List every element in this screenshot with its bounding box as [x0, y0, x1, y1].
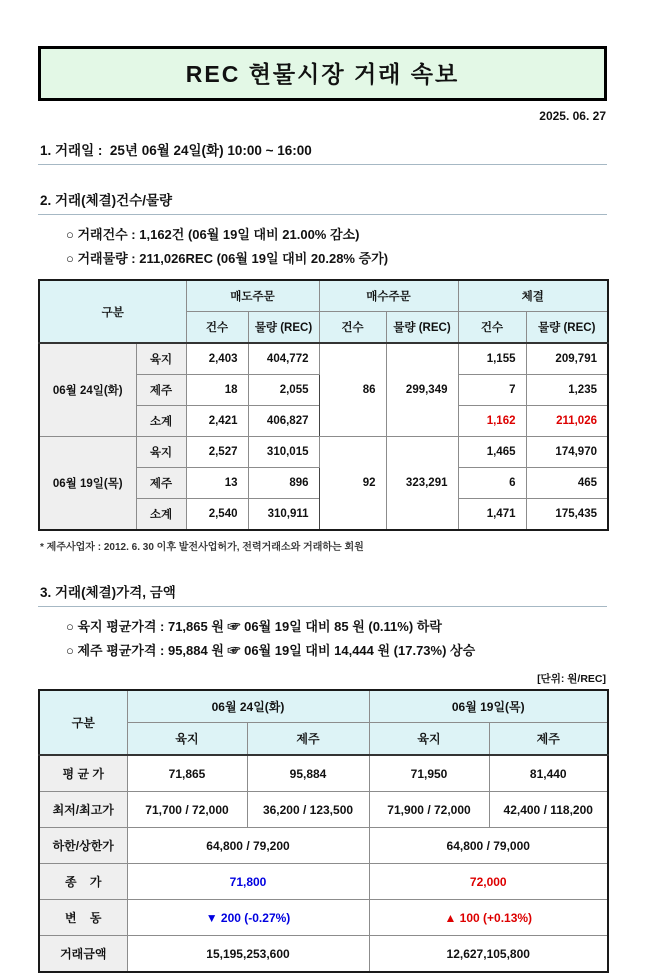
- cell-settle-volume: 465: [526, 468, 608, 499]
- cell-value: 71,865: [127, 755, 247, 792]
- cell-settle-count: 6: [458, 468, 526, 499]
- column-header-date2: 06월 19일(목): [369, 690, 608, 723]
- cell-value: 42,400 / 118,200: [489, 792, 608, 828]
- region-cell: 육지: [136, 437, 186, 468]
- cell-value: 64,800 / 79,000: [369, 828, 608, 864]
- bullet-trade-volume: ○ 거래물량 : 211,026REC (06월 19일 대비 20.28% 증가): [66, 251, 389, 266]
- cell-settle-volume: 209,791: [526, 343, 608, 375]
- cell-sell-volume: 404,772: [248, 343, 319, 375]
- region-cell: 소계: [136, 499, 186, 531]
- cell-settle-count: 1,465: [458, 437, 526, 468]
- unit-label: [단위: 원/REC]: [537, 673, 606, 685]
- row-label: 하한/상한가: [39, 828, 127, 864]
- column-header-count: 건수: [319, 312, 386, 344]
- bullet-trade-count: ○ 거래건수 : 1,162건 (06월 19일 대비 21.00% 감소): [66, 227, 360, 242]
- cell-settle-volume: 175,435: [526, 499, 608, 531]
- row-label: 변 동: [39, 900, 127, 936]
- table-header-row: [39, 280, 608, 312]
- region-cell: 제주: [136, 375, 186, 406]
- cell-value: 71,900 / 72,000: [369, 792, 489, 828]
- cell-value: 36,200 / 123,500: [247, 792, 369, 828]
- document-title: REC 현물시장 거래 속보: [38, 46, 607, 101]
- cell-value: 15,195,253,600: [127, 936, 369, 973]
- cell-closing-price: 72,000: [369, 864, 608, 900]
- column-header-jeju: 제주: [489, 723, 608, 756]
- cell-sell-count: 18: [186, 375, 248, 406]
- document-date: 2025. 06. 27: [539, 109, 606, 123]
- row-label: 평 균 가: [39, 755, 127, 792]
- column-header-count: 건수: [458, 312, 526, 344]
- table-row: [39, 343, 608, 375]
- cell-value: 71,950: [369, 755, 489, 792]
- cell-buy-count: 86: [319, 343, 386, 437]
- cell-settle-volume: 1,235: [526, 375, 608, 406]
- cell-change-up: ▲ 100 (+0.13%): [369, 900, 608, 936]
- trade-price-table: [38, 689, 609, 973]
- cell-settle-volume: 174,970: [526, 437, 608, 468]
- row-label: 거래금액: [39, 936, 127, 973]
- section-3-heading: 3. 거래(체결)가격, 금액: [38, 581, 607, 607]
- row-label: 최저/최고가: [39, 792, 127, 828]
- table-header-row: [39, 690, 608, 723]
- column-header-date1: 06월 24일(화): [127, 690, 369, 723]
- cell-buy-volume: 323,291: [386, 437, 458, 531]
- bullet-jeju-avg-price: ○ 제주 평균가격 : 95,884 원 ☞ 06월 19일 대비 14,444 원 (17.73%) 상승: [66, 643, 476, 658]
- cell-sell-count: 2,403: [186, 343, 248, 375]
- table-footnote: * 제주사업자 : 2012. 6. 30 이후 발전사업허가, 전력거래소와 거래하는 회원: [40, 542, 364, 553]
- column-header-land: 육지: [127, 723, 247, 756]
- cell-settle-count: 7: [458, 375, 526, 406]
- cell-change-down: ▼ 200 (-0.27%): [127, 900, 369, 936]
- section-2-heading: 2. 거래(체결)건수/물량: [38, 189, 607, 215]
- cell-settle-count: 1,471: [458, 499, 526, 531]
- cell-sell-count: 2,421: [186, 406, 248, 437]
- cell-sell-volume: 406,827: [248, 406, 319, 437]
- column-header-settle: 체결: [458, 280, 608, 312]
- cell-sell-volume: 2,055: [248, 375, 319, 406]
- section-3-bullets: [66, 616, 607, 659]
- column-header-volume: 물량 (REC): [386, 312, 458, 344]
- region-cell: 소계: [136, 406, 186, 437]
- cell-sell-count: 2,527: [186, 437, 248, 468]
- column-header-volume: 물량 (REC): [248, 312, 319, 344]
- table-row-min-max-price: [39, 792, 608, 828]
- cell-sell-volume: 310,911: [248, 499, 319, 531]
- cell-settle-count: 1,155: [458, 343, 526, 375]
- cell-buy-count: 92: [319, 437, 386, 531]
- cell-closing-price: 71,800: [127, 864, 369, 900]
- cell-buy-volume: 299,349: [386, 343, 458, 437]
- cell-sell-count: 13: [186, 468, 248, 499]
- column-header-gubun: 구분: [39, 690, 127, 755]
- cell-value: 64,800 / 79,200: [127, 828, 369, 864]
- cell-value: 71,700 / 72,000: [127, 792, 247, 828]
- table-row-limit-price: [39, 828, 608, 864]
- cell-settle-count-highlight: 1,162: [458, 406, 526, 437]
- region-cell: 제주: [136, 468, 186, 499]
- column-header-jeju: 제주: [247, 723, 369, 756]
- cell-value: 81,440: [489, 755, 608, 792]
- table-row-average-price: [39, 755, 608, 792]
- bullet-land-avg-price: ○ 육지 평균가격 : 71,865 원 ☞ 06월 19일 대비 85 원 (0.11%) 하락: [66, 619, 442, 634]
- column-header-buy: 매수주문: [319, 280, 458, 312]
- cell-value: 95,884: [247, 755, 369, 792]
- region-cell: 육지: [136, 343, 186, 375]
- column-header-volume: 물량 (REC): [526, 312, 608, 344]
- cell-sell-count: 2,540: [186, 499, 248, 531]
- table-row-change: [39, 900, 608, 936]
- section-2-bullets: [66, 224, 607, 267]
- column-header-land: 육지: [369, 723, 489, 756]
- cell-value: 12,627,105,800: [369, 936, 608, 973]
- date-cell: 06월 19일(목): [39, 437, 136, 531]
- row-label: 종 가: [39, 864, 127, 900]
- cell-sell-volume: 896: [248, 468, 319, 499]
- column-header-sell: 매도주문: [186, 280, 319, 312]
- table-row-trade-amount: [39, 936, 608, 973]
- cell-settle-volume-highlight: 211,026: [526, 406, 608, 437]
- section-1-heading: 1. 거래일 : 25년 06월 24일(화) 10:00 ~ 16:00: [38, 139, 607, 165]
- date-cell: 06월 24일(화): [39, 343, 136, 437]
- table-row: [39, 437, 608, 468]
- cell-sell-volume: 310,015: [248, 437, 319, 468]
- trade-volume-table: [38, 279, 609, 531]
- column-header-count: 건수: [186, 312, 248, 344]
- column-header-gubun: 구분: [39, 280, 186, 343]
